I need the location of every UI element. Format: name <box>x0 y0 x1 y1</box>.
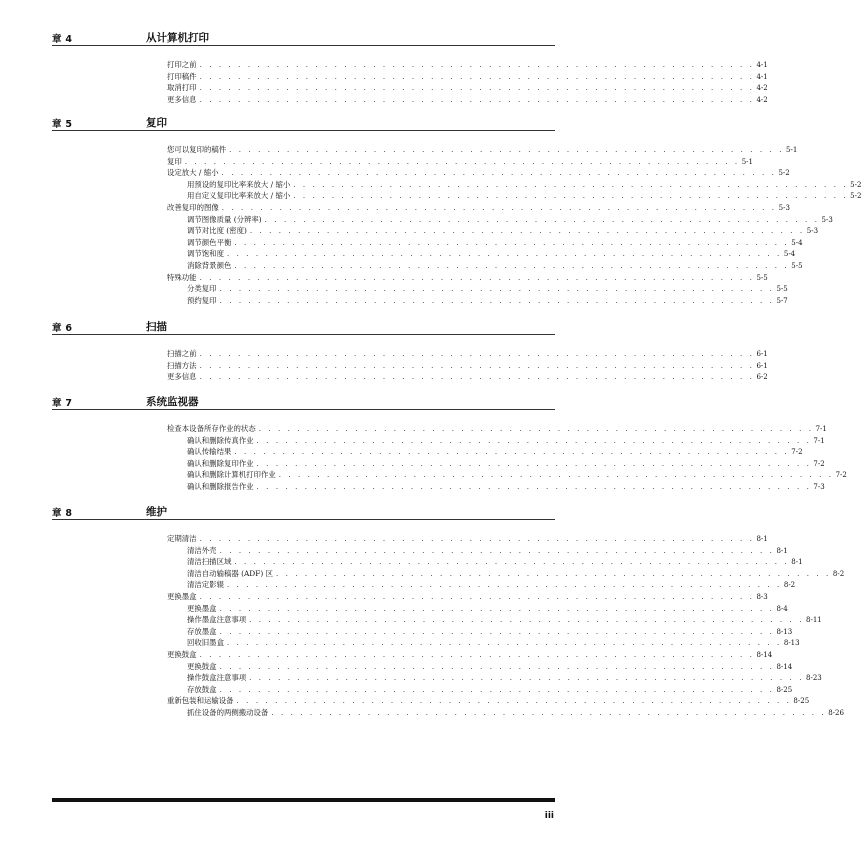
toc-entry-title: 回收旧墨盒 <box>187 638 224 648</box>
dot-leader: . . . . . . . . . . . . . . . . . . . . . . . . . . . . . . . . . . . . . . . . . . . . . . . . . . . . . . . . . . <box>256 436 812 445</box>
dot-leader: . . . . . . . . . . . . . . . . . . . . . . . . . . . . . . . . . . . . . . . . . . . . . . . . . . . . . . . . . . <box>234 238 790 247</box>
toc-entry-page: 8-25 <box>793 697 810 706</box>
toc-entry-title: 复印 <box>167 156 182 166</box>
toc-entry-page: 8-3 <box>756 593 768 601</box>
toc-entry-title: 更换墨盒 <box>167 592 197 601</box>
toc-entry-page: 5-3 <box>778 204 790 212</box>
toc-entry-title: 更换鼓盒 <box>167 650 197 659</box>
dot-leader: . . . . . . . . . . . . . . . . . . . . . . . . . . . . . . . . . . . . . . . . . . . . . . . . . . . . . . . . . . <box>219 285 775 294</box>
dot-leader: . . . . . . . . . . . . . . . . . . . . . . . . . . . . . . . . . . . . . . . . . . . . . . . . . . . . . . . . . . <box>219 604 775 613</box>
toc-entry[interactable] <box>187 214 833 226</box>
toc-entry-page: 5-3 <box>806 227 819 236</box>
toc-entry-title: 扫描之前 <box>167 349 197 358</box>
toc-entry-page: 8-13 <box>783 639 800 648</box>
dot-leader: . . . . . . . . . . . . . . . . . . . . . . . . . . . . . . . . . . . . . . . . . . . . . . . . . . . . . . . . . . <box>249 227 805 236</box>
toc-entry[interactable] <box>187 568 845 580</box>
toc-entry-page: 5-4 <box>791 238 803 247</box>
toc-entry-title: 清洁自动输稿器 (ADF) 区 <box>187 568 273 578</box>
dot-leader: . . . . . . . . . . . . . . . . . . . . . . . . . . . . . . . . . . . . . . . . . . . . . . . . . . . . . . . . . . <box>219 546 775 555</box>
toc-entry-page: 7-2 <box>835 471 847 480</box>
toc-entry-page: 4-1 <box>756 72 768 81</box>
toc-entry[interactable] <box>167 82 768 94</box>
dot-leader: . . . . . . . . . . . . . . . . . . . . . . . . . . . . . . . . . . . . . . . . . . . . . . . . . . . . . . . . . . <box>226 250 782 259</box>
toc-entry[interactable] <box>187 545 788 557</box>
toc-entry-page: 5-5 <box>791 262 803 270</box>
toc-entry-page: 5-4 <box>783 250 796 259</box>
dot-leader: . . . . . . . . . . . . . . . . . . . . . . . . . . . . . . . . . . . . . . . . . . . . . . . . . . . . . . . . . . <box>229 146 785 154</box>
toc-entry[interactable] <box>167 167 790 179</box>
toc-entry[interactable] <box>167 202 790 214</box>
toc-entry-page: 8-4 <box>776 604 788 613</box>
toc-entry-title: 确认和删除传真作业 <box>187 435 254 445</box>
toc-entry-page: 5-5 <box>776 285 788 294</box>
toc-entry-page: 7-1 <box>815 425 827 433</box>
toc-entry[interactable] <box>167 71 768 83</box>
toc-entry[interactable] <box>167 272 768 284</box>
toc-entry-title: 更多信息 <box>167 372 197 382</box>
chapter-rule <box>52 519 555 520</box>
toc-entry[interactable] <box>167 649 773 661</box>
dot-leader: . . . . . . . . . . . . . . . . . . . . . . . . . . . . . . . . . . . . . . . . . . . . . . . . . . . . . . . . . . <box>234 448 790 457</box>
dot-leader: . . . . . . . . . . . . . . . . . . . . . . . . . . . . . . . . . . . . . . . . . . . . . . . . . . . . . . . . . . <box>221 169 777 178</box>
dot-leader: . . . . . . . . . . . . . . . . . . . . . . . . . . . . . . . . . . . . . . . . . . . . . . . . . . . . . . . . . . <box>199 373 755 382</box>
chapter-rule <box>52 334 555 335</box>
toc-entry-page: 7-2 <box>791 448 803 457</box>
toc-entry-page: 8-25 <box>776 685 793 694</box>
dot-leader: . . . . . . . . . . . . . . . . . . . . . . . . . . . . . . . . . . . . . . . . . . . . . . . . . . . . . . . . . . <box>278 471 834 480</box>
toc-entry[interactable] <box>167 360 768 372</box>
toc-entry[interactable] <box>187 446 803 458</box>
toc-entry-title: 操作墨盒注意事项 <box>187 615 247 625</box>
chapter-label: 章 6 <box>52 323 73 334</box>
toc-entry[interactable] <box>187 248 796 260</box>
chapter-label: 章 5 <box>52 119 73 130</box>
toc-entry-page: 8-2 <box>832 569 845 578</box>
toc-entry-page: 5-2 <box>778 169 790 178</box>
footer-rule <box>52 798 555 802</box>
dot-leader: . . . . . . . . . . . . . . . . . . . . . . . . . . . . . . . . . . . . . . . . . . . . . . . . . . . . . . . . . . <box>219 627 775 636</box>
dot-leader: . . . . . . . . . . . . . . . . . . . . . . . . . . . . . . . . . . . . . . . . . . . . . . . . . . . . . . . . . . <box>226 581 782 590</box>
dot-leader: . . . . . . . . . . . . . . . . . . . . . . . . . . . . . . . . . . . . . . . . . . . . . . . . . . . . . . . . . . <box>199 361 755 370</box>
toc-entry-page: 6-1 <box>756 361 768 370</box>
toc-entry-title: 确认和删除报告作业 <box>187 482 254 491</box>
dot-leader: . . . . . . . . . . . . . . . . . . . . . . . . . . . . . . . . . . . . . . . . . . . . . . . . . . . . . . . . . . <box>199 651 755 659</box>
dot-leader: . . . . . . . . . . . . . . . . . . . . . . . . . . . . . . . . . . . . . . . . . . . . . . . . . . . . . . . . . . <box>293 192 849 201</box>
toc-entry[interactable] <box>187 225 819 237</box>
dot-leader: . . . . . . . . . . . . . . . . . . . . . . . . . . . . . . . . . . . . . . . . . . . . . . . . . . . . . . . . . . <box>226 639 782 648</box>
dot-leader: . . . . . . . . . . . . . . . . . . . . . . . . . . . . . . . . . . . . . . . . . . . . . . . . . . . . . . . . . . <box>234 262 790 270</box>
toc-entry-page: 4-2 <box>756 95 768 104</box>
toc-entry-page: 8-26 <box>828 709 844 717</box>
toc-entry-title: 调节图像质量 (分辨率) <box>187 214 262 224</box>
chapter-title: 维护 <box>146 506 167 518</box>
dot-leader: . . . . . . . . . . . . . . . . . . . . . . . . . . . . . . . . . . . . . . . . . . . . . . . . . . . . . . . . . . <box>275 569 831 578</box>
dot-leader: . . . . . . . . . . . . . . . . . . . . . . . . . . . . . . . . . . . . . . . . . . . . . . . . . . . . . . . . . . <box>199 350 755 358</box>
dot-leader: . . . . . . . . . . . . . . . . . . . . . . . . . . . . . . . . . . . . . . . . . . . . . . . . . . . . . . . . . . <box>234 558 790 567</box>
toc-entry-page: 5-1 <box>741 157 753 166</box>
toc-entry[interactable] <box>167 423 827 435</box>
toc-entry-page: 8-23 <box>806 674 822 683</box>
toc-entry-page: 4-1 <box>756 61 768 69</box>
toc-entry-title: 用预设的复印比率来放大 / 缩小 <box>187 179 291 189</box>
toc-entry-title: 确认和删除计算机打印作业 <box>187 470 276 480</box>
toc-entry-page: 8-1 <box>791 558 803 567</box>
toc-entry-page: 8-2 <box>783 581 796 590</box>
chapter-title: 系统监视器 <box>146 396 199 408</box>
toc-entry[interactable] <box>187 637 800 649</box>
toc-entry-title: 用自定义复印比率来放大 / 缩小 <box>187 191 291 201</box>
toc-entry-title: 更换墨盒 <box>187 603 217 613</box>
toc-entry-title: 调节颜色平衡 <box>187 237 232 247</box>
toc-entry-page: 5-1 <box>786 146 798 154</box>
toc-entry[interactable] <box>167 371 768 383</box>
toc-entry-page: 4-2 <box>756 84 768 93</box>
dot-leader: . . . . . . . . . . . . . . . . . . . . . . . . . . . . . . . . . . . . . . . . . . . . . . . . . . . . . . . . . . <box>256 459 812 468</box>
toc-entry-title: 扫描方法 <box>167 360 197 370</box>
dot-leader: . . . . . . . . . . . . . . . . . . . . . . . . . . . . . . . . . . . . . . . . . . . . . . . . . . . . . . . . . . <box>249 616 805 625</box>
toc-entry[interactable] <box>187 237 803 249</box>
toc-entry[interactable] <box>187 295 788 307</box>
toc-entry[interactable] <box>167 591 768 603</box>
chapter-title: 从计算机打印 <box>146 32 209 44</box>
toc-entry[interactable] <box>167 59 768 71</box>
chapter-rule <box>52 130 555 131</box>
toc-entry-title: 打印稿件 <box>167 71 197 81</box>
toc-entry-page: 7-3 <box>813 483 825 491</box>
toc-entry[interactable] <box>187 283 788 295</box>
toc-entry[interactable] <box>187 458 825 470</box>
toc-entry-page: 8-13 <box>776 627 793 636</box>
toc-entry[interactable] <box>187 626 793 638</box>
dot-leader: . . . . . . . . . . . . . . . . . . . . . . . . . . . . . . . . . . . . . . . . . . . . . . . . . . . . . . . . . . <box>199 95 755 104</box>
toc-entry-page: 8-1 <box>776 546 788 555</box>
toc-entry-page: 5-3 <box>821 215 833 224</box>
chapter-label: 章 8 <box>52 508 73 519</box>
toc-entry[interactable] <box>187 684 793 696</box>
chapter-label: 章 4 <box>52 34 73 45</box>
dot-leader: . . . . . . . . . . . . . . . . . . . . . . . . . . . . . . . . . . . . . . . . . . . . . . . . . . . . . . . . . . <box>271 709 827 717</box>
dot-leader: . . . . . . . . . . . . . . . . . . . . . . . . . . . . . . . . . . . . . . . . . . . . . . . . . . . . . . . . . . <box>199 273 755 282</box>
toc-entry[interactable] <box>187 707 844 719</box>
dot-leader: . . . . . . . . . . . . . . . . . . . . . . . . . . . . . . . . . . . . . . . . . . . . . . . . . . . . . . . . . . <box>199 84 755 93</box>
toc-entry[interactable] <box>187 481 825 493</box>
dot-leader: . . . . . . . . . . . . . . . . . . . . . . . . . . . . . . . . . . . . . . . . . . . . . . . . . . . . . . . . . . <box>199 593 755 601</box>
toc-entry-title: 确认和删除复印作业 <box>187 458 254 468</box>
toc-entry-page: 6-2 <box>756 373 768 382</box>
toc-entry-title: 您可以复印的稿件 <box>167 145 227 154</box>
toc-entry-page: 6-1 <box>756 350 768 358</box>
toc-entry-title: 分类复印 <box>187 284 217 294</box>
toc-entry-page: 5-5 <box>756 273 768 282</box>
toc-entry-page: 5-7 <box>776 296 788 305</box>
toc-entry[interactable] <box>187 556 803 568</box>
chapter-rule <box>52 45 555 46</box>
toc-entry-title: 存放鼓盒 <box>187 684 217 694</box>
toc-entry-title: 改善复印的图像 <box>167 203 219 212</box>
toc-entry[interactable] <box>167 533 768 545</box>
toc-entry-page: 8-11 <box>806 616 822 625</box>
chapter-title: 复印 <box>146 117 167 129</box>
toc-entry[interactable] <box>187 672 822 684</box>
dot-leader: . . . . . . . . . . . . . . . . . . . . . . . . . . . . . . . . . . . . . . . . . . . . . . . . . . . . . . . . . . <box>219 685 775 694</box>
toc-entry-page: 7-2 <box>813 459 825 468</box>
chapter-title: 扫描 <box>146 321 167 333</box>
dot-leader: . . . . . . . . . . . . . . . . . . . . . . . . . . . . . . . . . . . . . . . . . . . . . . . . . . . . . . . . . . <box>184 157 740 166</box>
chapter-rule <box>52 409 555 410</box>
dot-leader: . . . . . . . . . . . . . . . . . . . . . . . . . . . . . . . . . . . . . . . . . . . . . . . . . . . . . . . . . . <box>258 425 814 433</box>
dot-leader: . . . . . . . . . . . . . . . . . . . . . . . . . . . . . . . . . . . . . . . . . . . . . . . . . . . . . . . . . . <box>236 697 792 706</box>
toc-entry-title: 清洁外壳 <box>187 545 217 555</box>
toc-entry[interactable] <box>187 190 861 202</box>
dot-leader: . . . . . . . . . . . . . . . . . . . . . . . . . . . . . . . . . . . . . . . . . . . . . . . . . . . . . . . . . . <box>293 180 849 189</box>
toc-entry-page: 8-14 <box>756 651 773 659</box>
toc-entry-title: 打印之前 <box>167 60 197 69</box>
toc-entry[interactable] <box>187 579 796 591</box>
toc-entry[interactable] <box>187 260 803 272</box>
dot-leader: . . . . . . . . . . . . . . . . . . . . . . . . . . . . . . . . . . . . . . . . . . . . . . . . . . . . . . . . . . <box>199 535 755 543</box>
toc-entry-page: 5-2 <box>850 192 861 201</box>
dot-leader: . . . . . . . . . . . . . . . . . . . . . . . . . . . . . . . . . . . . . . . . . . . . . . . . . . . . . . . . . . <box>256 483 812 491</box>
page-number: iii <box>544 811 554 821</box>
toc-entry-title: 定期清洁 <box>167 534 197 543</box>
toc-entry[interactable] <box>187 614 822 626</box>
toc-entry-title: 设定放大 / 缩小 <box>167 168 219 178</box>
toc-entry-title: 预约复印 <box>187 295 217 305</box>
dot-leader: . . . . . . . . . . . . . . . . . . . . . . . . . . . . . . . . . . . . . . . . . . . . . . . . . . . . . . . . . . <box>199 72 755 81</box>
toc-entry-page: 8-14 <box>776 662 793 671</box>
toc-entry-title: 检查本设备所存作业的状态 <box>167 424 256 433</box>
dot-leader: . . . . . . . . . . . . . . . . . . . . . . . . . . . . . . . . . . . . . . . . . . . . . . . . . . . . . . . . . . <box>199 61 755 69</box>
toc-entry[interactable] <box>167 695 810 707</box>
toc-entry-title: 调节饱和度 <box>187 249 224 259</box>
toc-entry-title: 存放墨盒 <box>187 626 217 636</box>
dot-leader: . . . . . . . . . . . . . . . . . . . . . . . . . . . . . . . . . . . . . . . . . . . . . . . . . . . . . . . . . . <box>264 215 820 224</box>
toc-entry-title: 清洁定影辊 <box>187 580 224 590</box>
toc-entry[interactable] <box>187 435 825 447</box>
toc-entry-page: 7-1 <box>813 436 825 445</box>
toc-entry[interactable] <box>187 661 793 673</box>
chapter-label: 章 7 <box>52 398 73 409</box>
toc-entry-title: 确认传输结果 <box>187 447 232 457</box>
dot-leader: . . . . . . . . . . . . . . . . . . . . . . . . . . . . . . . . . . . . . . . . . . . . . . . . . . . . . . . . . . <box>221 204 777 212</box>
toc-entry[interactable] <box>167 348 768 360</box>
toc-entry-title: 取消打印 <box>167 83 197 93</box>
dot-leader: . . . . . . . . . . . . . . . . . . . . . . . . . . . . . . . . . . . . . . . . . . . . . . . . . . . . . . . . . . <box>219 296 775 305</box>
toc-entry-page: 8-1 <box>756 535 768 543</box>
toc-entry-title: 更多信息 <box>167 94 197 104</box>
toc-entry-title: 清洁扫描区域 <box>187 557 232 567</box>
toc-entry-title: 操作鼓盒注意事项 <box>187 673 247 683</box>
toc-entry-title: 重新包装和运输设备 <box>167 696 234 706</box>
toc-entry[interactable] <box>187 469 847 481</box>
dot-leader: . . . . . . . . . . . . . . . . . . . . . . . . . . . . . . . . . . . . . . . . . . . . . . . . . . . . . . . . . . <box>249 674 805 683</box>
toc-entry[interactable] <box>167 144 798 156</box>
toc-entry[interactable] <box>187 179 861 191</box>
toc-entry-page: 5-2 <box>850 180 861 189</box>
toc-entry-title: 特殊功能 <box>167 272 197 282</box>
dot-leader: . . . . . . . . . . . . . . . . . . . . . . . . . . . . . . . . . . . . . . . . . . . . . . . . . . . . . . . . . . <box>219 662 775 671</box>
toc-entry-title: 更换鼓盒 <box>187 661 217 671</box>
toc-entry[interactable] <box>187 603 788 615</box>
toc-entry-title: 消除背景颜色 <box>187 261 232 270</box>
toc-entry-title: 调节对比度 (密度) <box>187 226 247 236</box>
toc-entry[interactable] <box>167 94 768 106</box>
toc-entry-title: 抓住设备的两侧搬动设备 <box>187 708 269 717</box>
toc-entry[interactable] <box>167 156 753 168</box>
